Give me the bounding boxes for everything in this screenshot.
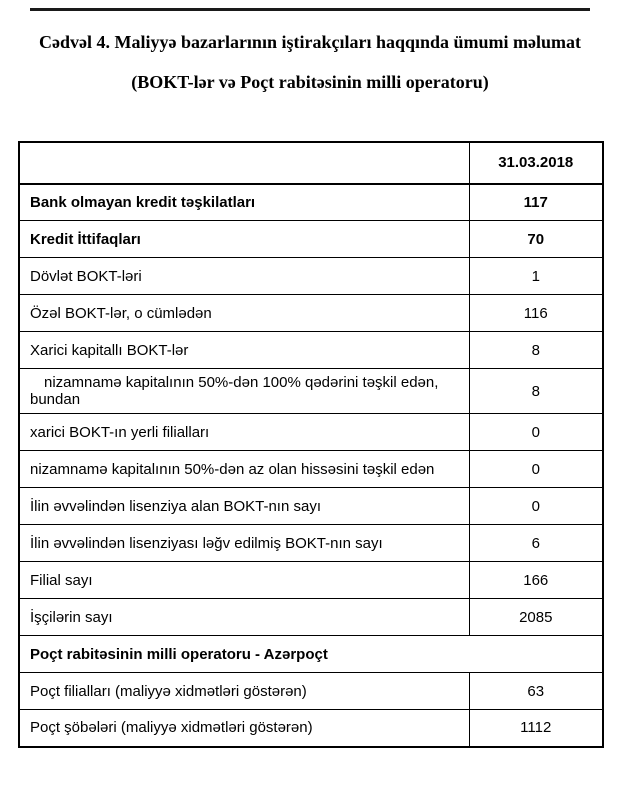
row-value: 2085 [469,599,603,636]
row-value: 116 [469,295,603,332]
row-label: Dövlət BOKT-ləri [19,258,469,295]
table-body [19,184,603,747]
table-row [19,414,603,451]
table-row [19,525,603,562]
row-label: nizamnamə kapitalının 50%-dən az olan hissəsini təşkil edən [19,451,469,488]
row-value: 0 [469,451,603,488]
header-date-cell: 31.03.2018 [469,142,603,184]
table-row [19,184,603,221]
row-value: 8 [469,369,603,414]
table-row [19,710,603,747]
row-label: Özəl BOKT-lər, o cümlədən [19,295,469,332]
row-value: 0 [469,414,603,451]
row-value: 1 [469,258,603,295]
table-header-row [19,142,603,184]
row-value: 63 [469,673,603,710]
table-row [19,451,603,488]
row-label: İlin əvvəlindən lisenziya alan BOKT-nın sayı [19,488,469,525]
row-label: Poçt filialları (maliyyə xidmətləri göstərən) [19,673,469,710]
table-row [19,562,603,599]
table-row [19,488,603,525]
row-label: Filial sayı [19,562,469,599]
table-row [19,369,603,414]
table-row [19,599,603,636]
row-label: İlin əvvəlindən lisenziyası ləğv edilmiş BOKT-nın sayı [19,525,469,562]
table-row [19,295,603,332]
table-section-row [19,636,603,673]
row-label: Bank olmayan kredit təşkilatları [19,184,469,221]
table-row [19,673,603,710]
row-label: Kredit İttifaqları [19,221,469,258]
row-value: 70 [469,221,603,258]
row-value: 8 [469,332,603,369]
row-value: 0 [469,488,603,525]
document-subtitle: (BOKT-lər və Poçt rabitəsinin milli operatoru) [131,71,489,92]
row-label: nizamnamə kapitalının 50%-dən 100% qədərini təşkil edən, bundan [19,369,469,414]
table-row [19,258,603,295]
row-label: xarici BOKT-ın yerli filialları [19,414,469,451]
row-value: 166 [469,562,603,599]
document-title: Cədvəl 4. Maliyyə bazarlarının iştirakçıları haqqında ümumi məlumat [38,32,581,52]
row-value: 117 [469,184,603,221]
table-row [19,221,603,258]
row-label: Poçt rabitəsinin milli operatoru - Azərpoçt [19,636,603,673]
table-row [19,332,603,369]
data-table [18,141,604,748]
row-label: İşçilərin sayı [19,599,469,636]
row-label: Poçt şöbələri (maliyyə xidmətləri göstərən) [19,710,469,747]
header-empty-cell [19,142,469,184]
row-value: 1112 [469,710,603,747]
top-rule [30,8,590,11]
row-label: Xarici kapitallı BOKT-lər [19,332,469,369]
row-value: 6 [469,525,603,562]
